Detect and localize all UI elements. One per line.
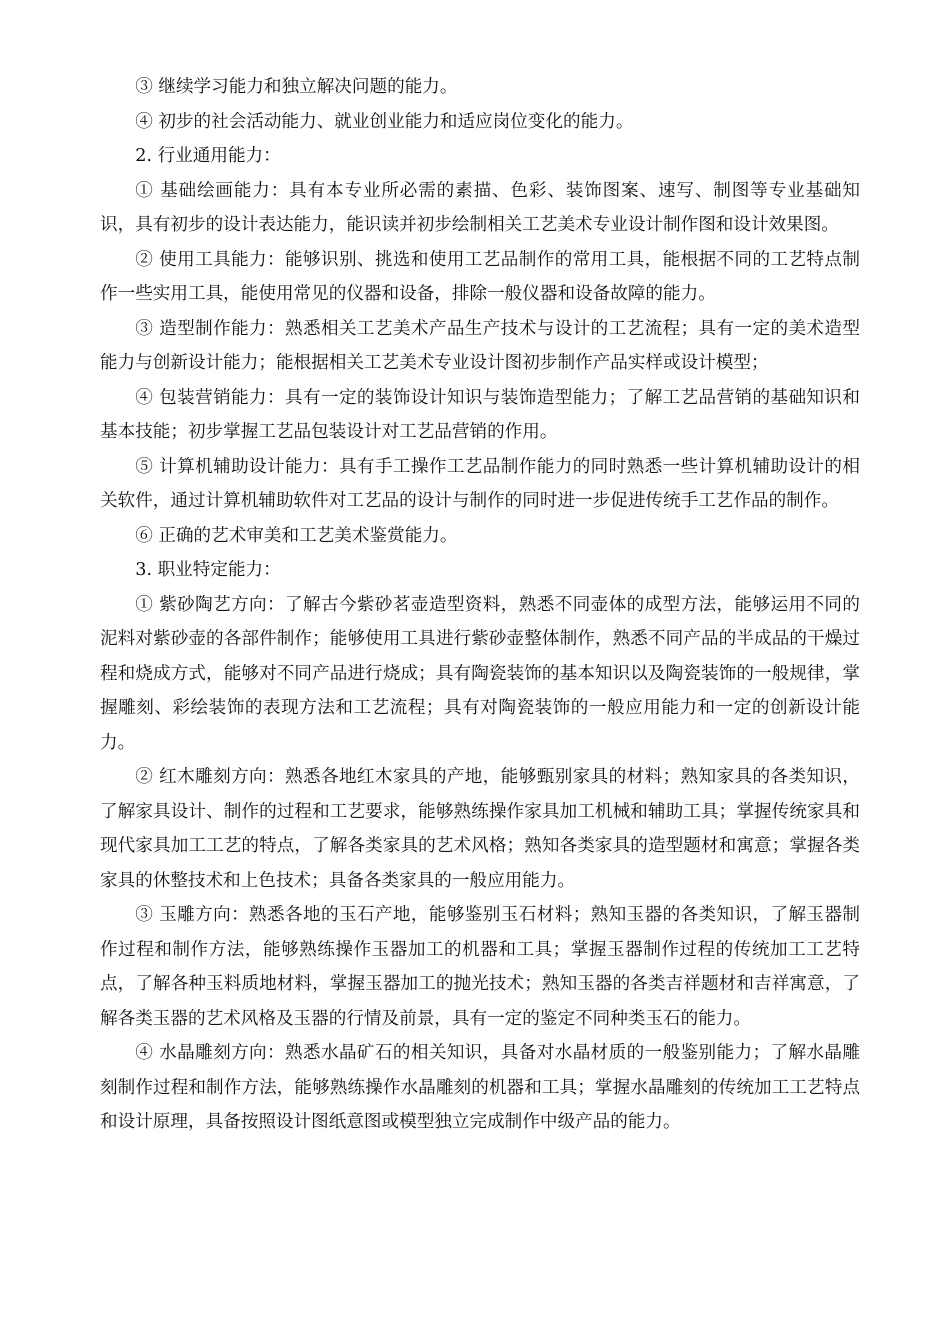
section-heading-specific-ability: 3. 职业特定能力： <box>135 560 281 580</box>
document-body <box>100 70 860 1140</box>
paragraph-basic-drawing: ① 基础绘画能力：具有本专业所必需的素描、色彩、装饰图案、速写、制图等专业基础知识，具有初步的设计表达能力，能识读并初步绘制相关工艺美术专业设计制作图和设计效果图。 <box>100 180 860 235</box>
paragraph-aesthetic-appreciation: ⑥ 正确的艺术审美和工艺美术鉴赏能力。 <box>135 525 458 546</box>
section-heading-industry-ability: 2. 行业通用能力： <box>135 146 281 166</box>
paragraph-jade-carving: ③ 玉雕方向：熟悉各地的玉石产地，能够鉴别玉石材料；熟知玉器的各类知识，了解玉器制作过程和制作方法，能够熟练操作玉器加工的机器和工具；掌握玉器制作过程的传统加工工艺特点，了解各种玉料质地材料，掌握玉器加工的抛光技术；熟知玉器的各类吉祥题材和吉祥寓意，了解各类玉器的艺术风格及玉器的行情及前景，具有一定的鉴定不同种类玉石的能力。 <box>100 905 860 1029</box>
paragraph-item-4-ability: ④ 初步的社会活动能力、就业创业能力和适应岗位变化的能力。 <box>135 111 634 132</box>
paragraph-item-3-ability: ③ 继续学习能力和独立解决问题的能力。 <box>135 77 458 97</box>
paragraph-computer-aided-design: ⑤ 计算机辅助设计能力：具有手工操作工艺品制作能力的同时熟悉一些计算机辅助设计的相关软件，通过计算机辅助软件对工艺品的设计与制作的同时进一步促进传统手工艺作品的制作。 <box>100 456 860 511</box>
paragraph-crystal-carving: ④ 水晶雕刻方向：熟悉水晶矿石的相关知识，具备对水晶材质的一般鉴别能力；了解水晶雕刻制作过程和制作方法，能够熟练操作水晶雕刻的机器和工具；掌握水晶雕刻的传统加工工艺特点和设计原理，具备按照设计图纸意图或模型独立完成制作中级产品的能力。 <box>100 1043 860 1132</box>
paragraph-modeling: ③ 造型制作能力：熟悉相关工艺美术产品生产技术与设计的工艺流程；具有一定的美术造型能力与创新设计能力；能根据相关工艺美术专业设计图初步制作产品实样或设计模型； <box>100 318 860 373</box>
paragraph-tool-use: ② 使用工具能力：能够识别、挑选和使用工艺品制作的常用工具，能根据不同的工艺特点制作一些实用工具，能使用常见的仪器和设备，排除一般仪器和设备故障的能力。 <box>100 249 860 304</box>
paragraph-packaging-marketing: ④ 包装营销能力：具有一定的装饰设计知识与装饰造型能力；了解工艺品营销的基础知识和基本技能；初步掌握工艺品包装设计对工艺品营销的作用。 <box>100 387 860 442</box>
paragraph-rosewood-carving: ② 红木雕刻方向：熟悉各地红木家具的产地，能够甄别家具的材料；熟知家具的各类知识，了解家具设计、制作的过程和工艺要求，能够熟练操作家具加工机械和辅助工具；掌握传统家具和现代家具加工工艺的特点，了解各类家具的艺术风格；熟知各类家具的造型题材和寓意；掌握各类家具的休整技术和上色技术；具备各类家具的一般应用能力。 <box>100 767 860 891</box>
paragraph-purple-clay: ① 紫砂陶艺方向：了解古今紫砂茗壶造型资料，熟悉不同壶体的成型方法，能够运用不同的泥料对紫砂壶的各部件制作；能够使用工具进行紫砂壶整体制作，熟悉不同产品的半成品的干燥过程和烧成方式，能够对不同产品进行烧成；具有陶瓷装饰的基本知识以及陶瓷装饰的一般规律，掌握雕刻、彩绘装饰的表现方法和工艺流程；具有对陶瓷装饰的一般应用能力和一定的创新设计能力。 <box>100 594 860 753</box>
